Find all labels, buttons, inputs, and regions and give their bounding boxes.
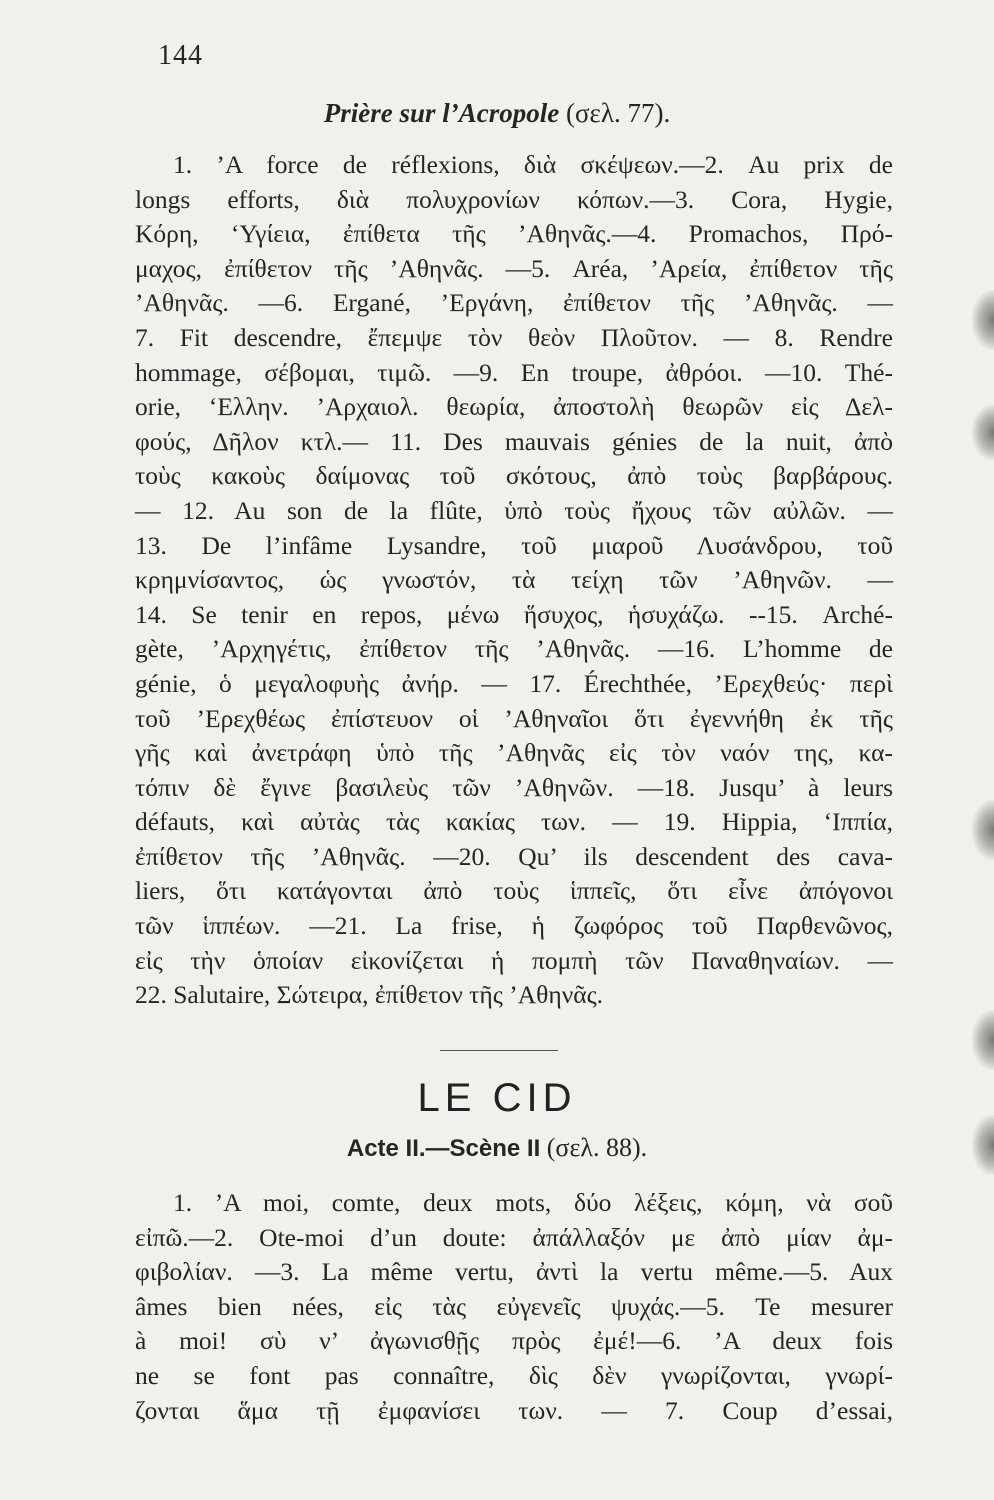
section-title-french: Prière sur l’Acropole (323, 98, 560, 128)
margin-binding-mark (972, 1010, 994, 1070)
text-line: τόπιν δὲ ἔγινε βασιλεὺς τῶν ’Αθηνῶν. —18. Jusqu’ à leurs (135, 772, 893, 802)
text-line: Κόρη, ‘Υγίεια, ἐπίθετα τῆς ’Αθηνᾶς.—4. Promachos, Πρό- (135, 219, 893, 249)
text-line: τοῦ ’Ερεχθέως ἐπίστευον οἱ ’Αθηναῖοι ὅτι ἐγεννήθη ἐκ τῆς (135, 703, 893, 733)
play-title: LE CID (417, 1076, 577, 1120)
text-line: τοὺς κακοὺς δαίμονας τοῦ σκότους, ἀπὸ τοὺς βαρβάρους. (135, 461, 893, 491)
margin-binding-mark (972, 290, 994, 350)
text-line: hommage, σέβομαι, τιμῶ. —9. En troupe, ἀθρόοι. —10. Thé- (135, 357, 893, 387)
text-line: 13. De l’infâme Lysandre, τοῦ μιαροῦ Λυσάνδρου, τοῦ (135, 530, 893, 560)
text-line: ’Αθηνᾶς. —6. Ergané, ’Εργάνη, ἐπίθετον τῆς ’Αθηνᾶς. — (135, 288, 893, 318)
margin-binding-mark (972, 800, 994, 860)
text-line: longs efforts, διὰ πολυχρονίων κόπων.—3. Cora, Hygie, (135, 184, 893, 214)
text-line: — 12. Au son de la flûte, ὑπὸ τοὺς ἤχους τῶν αὐλῶν. — (135, 495, 893, 525)
scene-title-reference: (σελ. 88). (546, 1133, 648, 1162)
section-title-reference: (σελ. 77). (566, 98, 671, 128)
text-line: 1. ’A moi, comte, deux mots, δύο λέξεις, κόμη, νὰ σοῦ (173, 1188, 893, 1217)
section-title-priere (0, 98, 994, 129)
text-line: μαχος, ἐπίθετον τῆς ’Αθηνᾶς. —5. Aréa, ’Αρεία, ἐπίθετον τῆς (135, 253, 893, 283)
text-line: défauts, καὶ αὐτὰς τὰς κακίας των. — 19. Hippia, ‘Ιππία, (135, 807, 893, 837)
text-line: 1. ’A force de réflexions, διὰ σκέψεων.—2. Au prix de (173, 150, 893, 179)
text-line: génie, ὁ μεγαλοφυὴς ἀνήρ. — 17. Érechthée, ’Ερεχθεύς· περὶ (135, 668, 893, 698)
section-divider (440, 1050, 558, 1051)
text-line: ἐπίθετον τῆς ’Αθηνᾶς. —20. Qu’ ils descendent des cava- (135, 841, 893, 871)
notes-priere-sur-acropole (135, 148, 893, 1013)
text-line: à moi! σὺ ν’ ἀγωνισθῇς πρὸς ἐμέ!—6. ’A deux fois (135, 1326, 893, 1356)
notes-le-cid (135, 1186, 893, 1428)
text-line: ne se font pas connaître, δὶς δὲν γνωρίζονται, γνωρί- (135, 1360, 893, 1390)
text-line: γῆς καὶ ἀνετράφη ὑπὸ τῆς ’Αθηνᾶς εἰς τὸν ναόν της, κα- (135, 738, 893, 768)
text-line: εἰς τὴν ὁποίαν εἰκονίζεται ἡ πομπὴ τῶν Παναθηναίων. — (135, 945, 893, 975)
margin-binding-mark (972, 1115, 994, 1175)
text-line: gète, ’Αρχηγέτις, ἐπίθετον τῆς ’Αθηνᾶς. —16. L’homme de (135, 634, 893, 664)
text-line: orie, ‘Ελλην. ’Αρχαιολ. θεωρία, ἀποστολὴ θεωρῶν εἰς Δελ- (135, 392, 893, 422)
text-line: εἰπῶ.—2. Ote-moi d’un doute: ἀπάλλαξόν με ἀπὸ μίαν ἀμ- (135, 1222, 893, 1252)
scene-title (0, 1133, 994, 1163)
text-line: 22. Salutaire, Σώτειρα, ἐπίθετον τῆς ’Αθηνᾶς. (135, 980, 604, 1010)
text-line: 14. Se tenir en repos, μένω ἥσυχος, ἡσυχάζω. --15. Arché- (135, 599, 893, 629)
text-line: liers, ὅτι κατάγονται ἀπὸ τοὺς ἱππεῖς, ὅτι εἶνε ἀπόγονοι (135, 876, 893, 906)
text-line: âmes bien nées, εἰς τὰς εὐγενεῖς ψυχάς.—5. Te mesurer (135, 1291, 893, 1321)
margin-binding-mark (972, 405, 994, 460)
text-line: 7. Fit descendre, ἔπεμψε τὸν θεὸν Πλοῦτον. — 8. Rendre (135, 322, 893, 352)
scene-title-french: Acte II.—Scène II (346, 1135, 541, 1162)
text-line: κρημνίσαντος, ὡς γνωστόν, τὰ τείχη τῶν ’Αθηνῶν. — (135, 565, 893, 595)
text-line: ζονται ἅμα τῇ ἐμφανίσει των. — 7. Coup d’essai, (135, 1395, 893, 1425)
page-number: 144 (158, 40, 203, 71)
text-line: φούς, Δῆλον κτλ.— 11. Des mauvais génies de la nuit, ἀπὸ (135, 426, 893, 456)
text-line: τῶν ἱππέων. —21. La frise, ἡ ζωφόρος τοῦ Παρθενῶνος, (135, 911, 893, 941)
text-line: φιβολίαν. —3. La même vertu, ἀντὶ la vertu même.—5. Aux (135, 1257, 893, 1287)
